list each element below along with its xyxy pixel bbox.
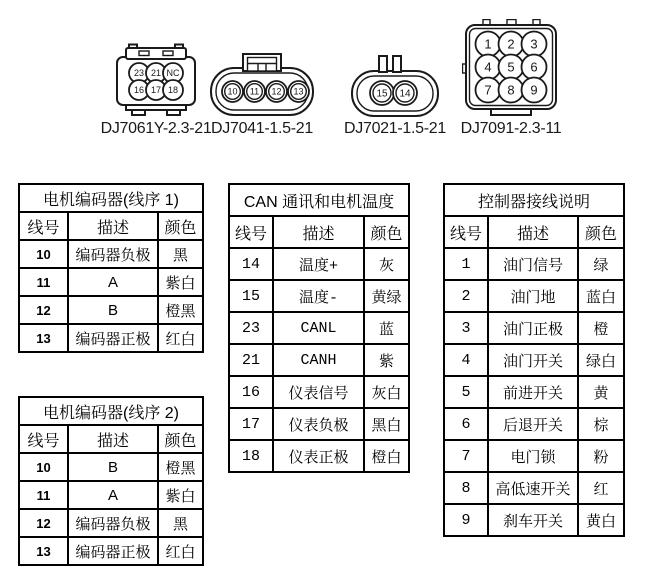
table-cell: 7 bbox=[444, 440, 488, 472]
table-row bbox=[444, 440, 624, 472]
table-cell: 后退开关 bbox=[488, 408, 578, 440]
pin-number: 21 bbox=[150, 68, 162, 78]
table-cell: 黑 bbox=[158, 509, 203, 537]
table-cell: 编码器负极 bbox=[68, 509, 158, 537]
table-cell: 橙黑 bbox=[158, 296, 203, 324]
table-cell: 12 bbox=[19, 509, 68, 537]
table-cell: 10 bbox=[19, 453, 68, 481]
table-row bbox=[19, 240, 203, 268]
table-title: 电机编码器(线序 1) bbox=[19, 184, 203, 212]
table-cell: 5 bbox=[444, 376, 488, 408]
pin-number: 14 bbox=[399, 88, 411, 100]
table-cell: 高低速开关 bbox=[488, 472, 578, 504]
table-cell: 粉 bbox=[578, 440, 624, 472]
table-cell: B bbox=[68, 453, 158, 481]
table-cell: 温度+ bbox=[273, 248, 364, 280]
table-cell: 紫白 bbox=[158, 268, 203, 296]
table-row bbox=[229, 280, 409, 312]
connector-label: DJ7061Y-2.3-21 bbox=[100, 120, 212, 137]
table-row bbox=[229, 248, 409, 280]
table-cell: 黄 bbox=[578, 376, 624, 408]
connector-2pin-drawing bbox=[351, 55, 439, 117]
table-cell: 前进开关 bbox=[488, 376, 578, 408]
table-title: CAN 通讯和电机温度 bbox=[229, 184, 409, 216]
table-cell: 8 bbox=[444, 472, 488, 504]
connector-9pin-drawing bbox=[462, 19, 560, 117]
table-cell: 编码器正极 bbox=[68, 324, 158, 352]
column-header: 颜色 bbox=[364, 216, 409, 248]
table-cell: 13 bbox=[19, 324, 68, 352]
table-row bbox=[19, 453, 203, 481]
pin-number: 18 bbox=[167, 85, 179, 95]
table-cell: 红白 bbox=[158, 324, 203, 352]
table-row bbox=[19, 509, 203, 537]
table-row bbox=[444, 280, 624, 312]
encoder-seq1-table bbox=[18, 183, 204, 353]
table-cell: 刹车开关 bbox=[488, 504, 578, 536]
table-cell: 温度- bbox=[273, 280, 364, 312]
pin-number: 1 bbox=[484, 36, 492, 52]
table-row bbox=[444, 504, 624, 536]
column-header: 描述 bbox=[273, 216, 364, 248]
table-cell: 黑 bbox=[158, 240, 203, 268]
table-cell: 16 bbox=[229, 376, 273, 408]
table-row bbox=[229, 344, 409, 376]
pin-number: 9 bbox=[530, 82, 538, 98]
table-cell: 黑白 bbox=[364, 408, 409, 440]
table-cell: 橙 bbox=[578, 312, 624, 344]
pin-number: 10 bbox=[227, 86, 238, 97]
pin-number: 8 bbox=[507, 82, 515, 98]
table-cell: 12 bbox=[19, 296, 68, 324]
connector-label: DJ7091-2.3-11 bbox=[460, 120, 562, 137]
table-cell: 编码器正极 bbox=[68, 537, 158, 565]
pin-number: 12 bbox=[271, 86, 282, 97]
controller-wiring-table bbox=[443, 183, 625, 537]
pin-number: 4 bbox=[484, 59, 492, 75]
table-cell: 11 bbox=[19, 268, 68, 296]
table-row bbox=[444, 248, 624, 280]
table-row bbox=[444, 376, 624, 408]
pin-number: NC bbox=[166, 68, 180, 78]
connector-diagram-dj7061y bbox=[101, 8, 211, 138]
table-row bbox=[229, 376, 409, 408]
table-cell: 灰白 bbox=[364, 376, 409, 408]
table-cell: 23 bbox=[229, 312, 273, 344]
pin-number: 5 bbox=[507, 59, 515, 75]
table-cell: 绿 bbox=[578, 248, 624, 280]
pin-number: 3 bbox=[530, 36, 538, 52]
table-cell: 黄白 bbox=[578, 504, 624, 536]
table-row bbox=[19, 481, 203, 509]
table-title: 控制器接线说明 bbox=[444, 184, 624, 216]
column-header: 颜色 bbox=[578, 216, 624, 248]
pin-number: 2 bbox=[507, 36, 515, 52]
table-cell: 1 bbox=[444, 248, 488, 280]
column-header: 线号 bbox=[229, 216, 273, 248]
table-cell: CANL bbox=[273, 312, 364, 344]
table-row bbox=[19, 268, 203, 296]
table-cell: 仪表信号 bbox=[273, 376, 364, 408]
connector-label: DJ7021-1.5-21 bbox=[344, 120, 446, 137]
column-header: 线号 bbox=[19, 212, 68, 240]
table-cell: 18 bbox=[229, 440, 273, 472]
pin-number: 23 bbox=[133, 68, 145, 78]
table-cell: 13 bbox=[19, 537, 68, 565]
column-header: 颜色 bbox=[158, 425, 203, 453]
column-header: 描述 bbox=[68, 425, 158, 453]
table-cell: 3 bbox=[444, 312, 488, 344]
table-row bbox=[444, 472, 624, 504]
connector-label: DJ7041-1.5-21 bbox=[211, 120, 313, 137]
connector-diagram-dj7091 bbox=[456, 8, 566, 138]
pin-number: 6 bbox=[530, 59, 538, 75]
table-cell: 电门锁 bbox=[488, 440, 578, 472]
table-cell: 紫 bbox=[364, 344, 409, 376]
connector-diagram-dj7041 bbox=[207, 8, 317, 138]
table-row bbox=[19, 537, 203, 565]
table-cell: 10 bbox=[19, 240, 68, 268]
pin-number: 7 bbox=[484, 82, 492, 98]
table-cell: 绿白 bbox=[578, 344, 624, 376]
column-header: 线号 bbox=[444, 216, 488, 248]
table-cell: 黄绿 bbox=[364, 280, 409, 312]
table-cell: 15 bbox=[229, 280, 273, 312]
table-cell: CANH bbox=[273, 344, 364, 376]
table-row bbox=[19, 296, 203, 324]
table-row bbox=[229, 408, 409, 440]
pin-number: 15 bbox=[376, 88, 388, 100]
pin-number: 13 bbox=[293, 86, 304, 97]
table-cell: A bbox=[68, 481, 158, 509]
column-header: 颜色 bbox=[158, 212, 203, 240]
table-cell: 紫白 bbox=[158, 481, 203, 509]
table-cell: 油门开关 bbox=[488, 344, 578, 376]
table-cell: B bbox=[68, 296, 158, 324]
table-cell: 9 bbox=[444, 504, 488, 536]
table-cell: 橙黑 bbox=[158, 453, 203, 481]
encoder-seq2-table bbox=[18, 396, 204, 566]
column-header: 线号 bbox=[19, 425, 68, 453]
table-cell: 4 bbox=[444, 344, 488, 376]
column-header: 描述 bbox=[68, 212, 158, 240]
table-cell: 仪表正极 bbox=[273, 440, 364, 472]
table-cell: 2 bbox=[444, 280, 488, 312]
table-cell: 仪表负极 bbox=[273, 408, 364, 440]
table-cell: 蓝 bbox=[364, 312, 409, 344]
table-cell: 红 bbox=[578, 472, 624, 504]
pin-number: 17 bbox=[150, 85, 162, 95]
table-cell: 棕 bbox=[578, 408, 624, 440]
pin-number: 16 bbox=[133, 85, 145, 95]
connector-diagram-dj7021 bbox=[344, 8, 446, 138]
table-row bbox=[19, 324, 203, 352]
table-cell: 橙白 bbox=[364, 440, 409, 472]
table-row bbox=[444, 408, 624, 440]
table-cell: A bbox=[68, 268, 158, 296]
table-row bbox=[444, 344, 624, 376]
table-cell: 编码器负极 bbox=[68, 240, 158, 268]
table-cell: 油门正极 bbox=[488, 312, 578, 344]
table-cell: 17 bbox=[229, 408, 273, 440]
table-cell: 红白 bbox=[158, 537, 203, 565]
table-cell: 灰 bbox=[364, 248, 409, 280]
table-title: 电机编码器(线序 2) bbox=[19, 397, 203, 425]
connector-4pin-drawing bbox=[210, 53, 314, 117]
table-row bbox=[229, 440, 409, 472]
table-row bbox=[229, 312, 409, 344]
table-cell: 21 bbox=[229, 344, 273, 376]
table-cell: 11 bbox=[19, 481, 68, 509]
table-row bbox=[444, 312, 624, 344]
table-cell: 油门信号 bbox=[488, 248, 578, 280]
table-cell: 6 bbox=[444, 408, 488, 440]
pin-number: 11 bbox=[249, 86, 260, 97]
column-header: 描述 bbox=[488, 216, 578, 248]
table-cell: 蓝白 bbox=[578, 280, 624, 312]
table-cell: 14 bbox=[229, 248, 273, 280]
can-temperature-table bbox=[228, 183, 410, 473]
connector-6pin-drawing bbox=[114, 43, 198, 117]
table-cell: 油门地 bbox=[488, 280, 578, 312]
